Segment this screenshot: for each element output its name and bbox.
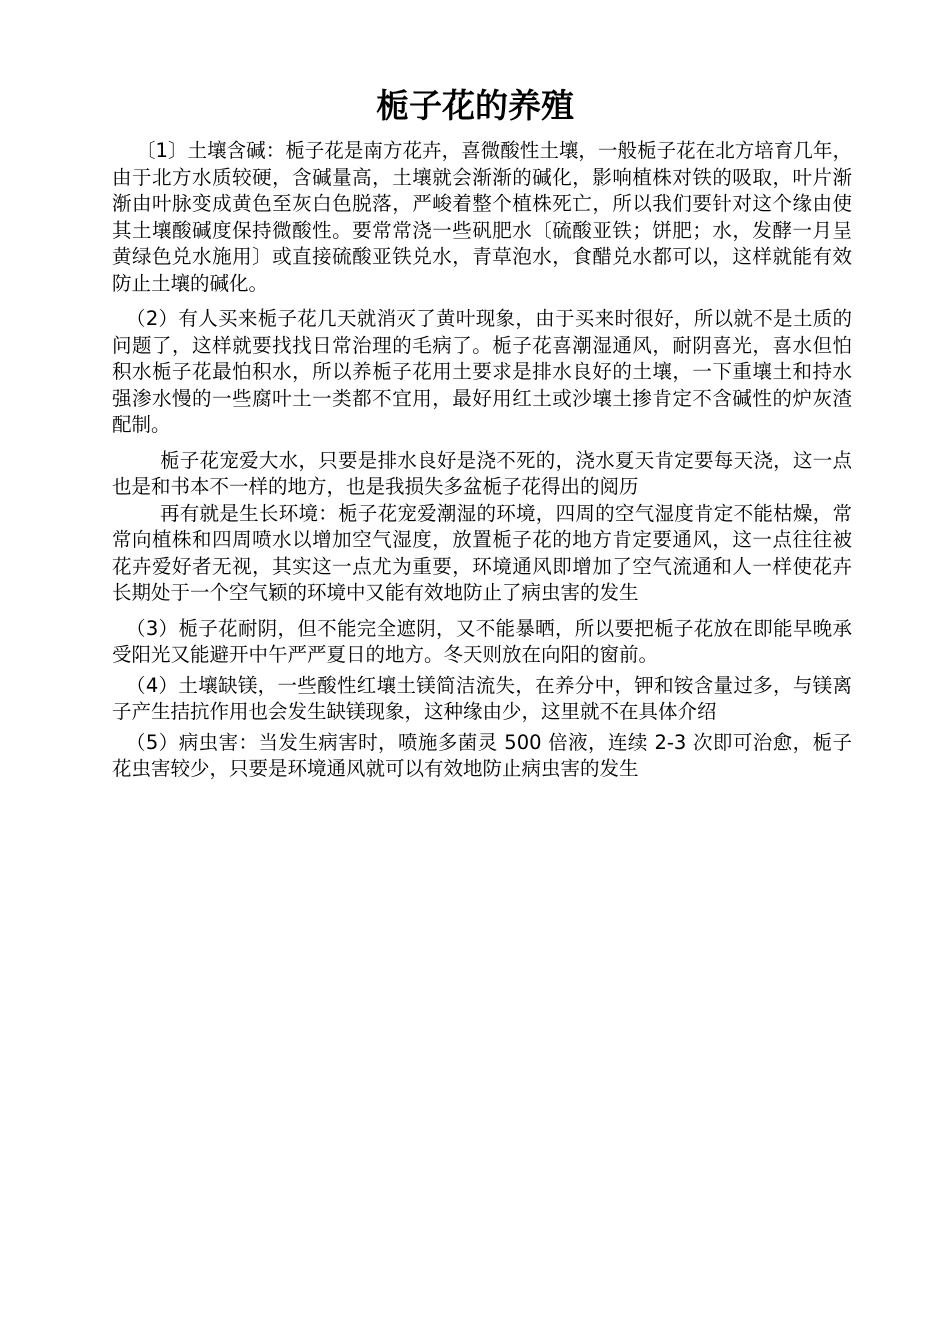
page-title: 栀子花的养殖 [376, 86, 574, 125]
paragraph-watering: 栀子花宠爱大水，只要是排水良好是浇不死的，浇水夏天肯定要每天浇，这一点也是和书本不一样的地方，也是我损失多盆栀子花得出的阅历 [112, 448, 852, 498]
document-body [112, 138, 852, 783]
paragraph-soil-alkali: 〔1〕土壤含碱：栀子花是南方花卉，喜微酸性土壤，一般栀子花在北方培育几年，由于北方水质较硬，含碱量高，土壤就会渐渐的碱化，影响植株对铁的吸取，叶片渐渐由叶脉变成黄色至灰白色脱落，严峻着整个植株死亡，所以我们要针对这个缘由使其土壤酸碱度保持微酸性。要常常浇一些矾肥水〔硫酸亚铁；饼肥；水，发酵一月呈黄绿色兑水施用〕或直接硫酸亚铁兑水，青草泡水，食醋兑水都可以，这样就能有效防止土壤的碱化。 [112, 139, 852, 295]
paragraph-yellow-leaves: （2）有人买来栀子花几天就消灭了黄叶现象，由于买来时很好，所以就不是土质的问题了，这样就要找找日常治理的毛病了。栀子花喜潮湿通风，耐阴喜光，喜水但怕积水栀子花最怕积水，所以养栀子花用土要求是排水良好的土壤，一下重壤土和持水强渗水慢的一些腐叶土一类都不宜用，最好用红土或沙壤土掺肯定不含碱性的炉灰渣配制。 [112, 307, 852, 436]
paragraph-magnesium: （4）土壤缺镁，一些酸性红壤土镁简洁流失，在养分中，钾和铵含量过多，与镁离子产生拮抗作用也会发生缺镁现象，这种缘由少，这里就不在具体介绍 [112, 673, 852, 723]
paragraph-environment: 再有就是生长环境：栀子花宠爱潮湿的环境，四周的空气湿度肯定不能枯燥，常常向植株和四周喷水以增加空气湿度，放置栀子花的地方肯定要通风，这一点往往被花卉爱好者无视，其实这一点尤为重要，环境通风即增加了空气流通和人一样使花卉长期处于一个空气颖的环境中又能有效地防止了病虫害的发生 [112, 501, 852, 604]
paragraph-pests: （5）病虫害：当发生病害时，喷施多菌灵 500 倍液，连续 2-3 次即可治愈，栀子花虫害较少，只要是环境通风就可以有效地防止病虫害的发生 [112, 730, 852, 780]
paragraph-shade: （3）栀子花耐阴，但不能完全遮阴，又不能暴晒，所以要把栀子花放在即能早晚承受阳光又能避开中午严严夏日的地方。冬天则放在向阳的窗前。 [112, 616, 852, 666]
